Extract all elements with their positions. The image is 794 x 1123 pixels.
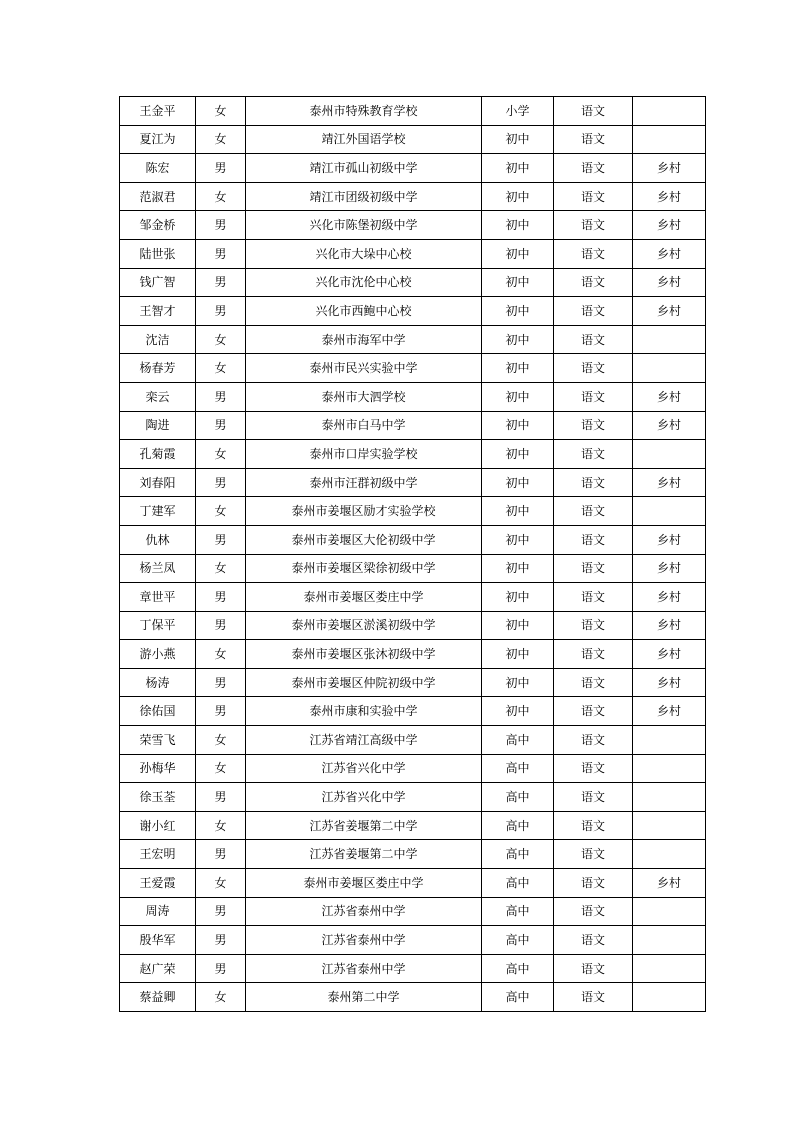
teacher-name-cell: 孔菊霞 xyxy=(120,440,196,469)
area-type-cell: 乡村 xyxy=(633,611,706,640)
school-stage-cell: 初中 xyxy=(482,325,554,354)
table-row xyxy=(120,754,706,783)
subject-cell: 语文 xyxy=(554,468,633,497)
school-cell: 泰州市姜堰区娄庄中学 xyxy=(246,583,482,612)
subject-cell: 语文 xyxy=(554,954,633,983)
gender-cell: 男 xyxy=(196,268,246,297)
school-stage-cell: 初中 xyxy=(482,182,554,211)
subject-cell: 语文 xyxy=(554,783,633,812)
area-type-cell: 乡村 xyxy=(633,583,706,612)
school-cell: 江苏省姜堰第二中学 xyxy=(246,840,482,869)
table-row xyxy=(120,897,706,926)
gender-cell: 女 xyxy=(196,983,246,1012)
gender-cell: 男 xyxy=(196,611,246,640)
gender-cell: 女 xyxy=(196,640,246,669)
subject-cell: 语文 xyxy=(554,983,633,1012)
school-cell: 江苏省兴化中学 xyxy=(246,754,482,783)
area-type-cell xyxy=(633,325,706,354)
school-stage-cell: 初中 xyxy=(482,497,554,526)
area-type-cell xyxy=(633,954,706,983)
school-cell: 江苏省泰州中学 xyxy=(246,954,482,983)
area-type-cell xyxy=(633,726,706,755)
table-row xyxy=(120,411,706,440)
area-type-cell: 乡村 xyxy=(633,211,706,240)
subject-cell: 语文 xyxy=(554,154,633,183)
table-row xyxy=(120,497,706,526)
school-cell: 泰州市康和实验中学 xyxy=(246,697,482,726)
school-stage-cell: 初中 xyxy=(482,468,554,497)
subject-cell: 语文 xyxy=(554,497,633,526)
table-row xyxy=(120,468,706,497)
table-row xyxy=(120,811,706,840)
roster-body xyxy=(120,97,706,1012)
gender-cell: 女 xyxy=(196,554,246,583)
teacher-name-cell: 赵广荣 xyxy=(120,954,196,983)
school-stage-cell: 高中 xyxy=(482,811,554,840)
teacher-name-cell: 范淑君 xyxy=(120,182,196,211)
school-cell: 江苏省姜堰第二中学 xyxy=(246,811,482,840)
school-cell: 兴化市西鲍中心校 xyxy=(246,297,482,326)
school-cell: 泰州第二中学 xyxy=(246,983,482,1012)
gender-cell: 女 xyxy=(196,182,246,211)
teacher-name-cell: 刘春阳 xyxy=(120,468,196,497)
table-row xyxy=(120,869,706,898)
school-stage-cell: 高中 xyxy=(482,897,554,926)
area-type-cell xyxy=(633,983,706,1012)
gender-cell: 男 xyxy=(196,154,246,183)
area-type-cell xyxy=(633,497,706,526)
subject-cell: 语文 xyxy=(554,640,633,669)
teacher-name-cell: 王宏明 xyxy=(120,840,196,869)
teacher-name-cell: 殷华军 xyxy=(120,926,196,955)
school-stage-cell: 高中 xyxy=(482,926,554,955)
table-row xyxy=(120,125,706,154)
school-stage-cell: 初中 xyxy=(482,125,554,154)
gender-cell: 女 xyxy=(196,869,246,898)
gender-cell: 女 xyxy=(196,497,246,526)
gender-cell: 男 xyxy=(196,668,246,697)
teacher-roster-table xyxy=(119,96,706,1012)
school-stage-cell: 初中 xyxy=(482,525,554,554)
teacher-name-cell: 荣雪飞 xyxy=(120,726,196,755)
area-type-cell xyxy=(633,926,706,955)
teacher-name-cell: 王爱霞 xyxy=(120,869,196,898)
teacher-name-cell: 仇林 xyxy=(120,525,196,554)
school-stage-cell: 初中 xyxy=(482,154,554,183)
subject-cell: 语文 xyxy=(554,297,633,326)
school-cell: 江苏省兴化中学 xyxy=(246,783,482,812)
table-row xyxy=(120,325,706,354)
teacher-name-cell: 陈宏 xyxy=(120,154,196,183)
teacher-name-cell: 游小燕 xyxy=(120,640,196,669)
gender-cell: 女 xyxy=(196,811,246,840)
teacher-name-cell: 徐玉荃 xyxy=(120,783,196,812)
teacher-name-cell: 周涛 xyxy=(120,897,196,926)
table-row xyxy=(120,554,706,583)
school-stage-cell: 高中 xyxy=(482,726,554,755)
table-row xyxy=(120,611,706,640)
subject-cell: 语文 xyxy=(554,897,633,926)
subject-cell: 语文 xyxy=(554,926,633,955)
gender-cell: 女 xyxy=(196,726,246,755)
area-type-cell: 乡村 xyxy=(633,411,706,440)
table-row xyxy=(120,440,706,469)
school-cell: 泰州市特殊教育学校 xyxy=(246,97,482,126)
gender-cell: 男 xyxy=(196,468,246,497)
school-stage-cell: 初中 xyxy=(482,583,554,612)
subject-cell: 语文 xyxy=(554,325,633,354)
subject-cell: 语文 xyxy=(554,697,633,726)
school-stage-cell: 初中 xyxy=(482,554,554,583)
teacher-name-cell: 杨涛 xyxy=(120,668,196,697)
gender-cell: 男 xyxy=(196,211,246,240)
area-type-cell xyxy=(633,125,706,154)
gender-cell: 女 xyxy=(196,440,246,469)
school-cell: 泰州市大泗学校 xyxy=(246,382,482,411)
table-row xyxy=(120,268,706,297)
teacher-name-cell: 蔡益卿 xyxy=(120,983,196,1012)
area-type-cell: 乡村 xyxy=(633,525,706,554)
subject-cell: 语文 xyxy=(554,583,633,612)
school-stage-cell: 初中 xyxy=(482,354,554,383)
school-cell: 泰州市口岸实验学校 xyxy=(246,440,482,469)
school-stage-cell: 高中 xyxy=(482,869,554,898)
school-stage-cell: 高中 xyxy=(482,783,554,812)
gender-cell: 女 xyxy=(196,354,246,383)
table-row xyxy=(120,783,706,812)
table-row xyxy=(120,211,706,240)
table-row xyxy=(120,583,706,612)
gender-cell: 女 xyxy=(196,754,246,783)
teacher-name-cell: 邹金桥 xyxy=(120,211,196,240)
school-stage-cell: 初中 xyxy=(482,640,554,669)
school-cell: 兴化市大垛中心校 xyxy=(246,239,482,268)
subject-cell: 语文 xyxy=(554,125,633,154)
table-row xyxy=(120,926,706,955)
school-stage-cell: 初中 xyxy=(482,297,554,326)
area-type-cell: 乡村 xyxy=(633,468,706,497)
school-stage-cell: 高中 xyxy=(482,983,554,1012)
area-type-cell: 乡村 xyxy=(633,668,706,697)
school-stage-cell: 初中 xyxy=(482,440,554,469)
school-stage-cell: 初中 xyxy=(482,211,554,240)
gender-cell: 男 xyxy=(196,897,246,926)
school-cell: 靖江市孤山初级中学 xyxy=(246,154,482,183)
school-cell: 江苏省泰州中学 xyxy=(246,926,482,955)
area-type-cell: 乡村 xyxy=(633,382,706,411)
area-type-cell: 乡村 xyxy=(633,869,706,898)
gender-cell: 男 xyxy=(196,783,246,812)
school-cell: 泰州市民兴实验中学 xyxy=(246,354,482,383)
table-row xyxy=(120,726,706,755)
school-stage-cell: 小学 xyxy=(482,97,554,126)
subject-cell: 语文 xyxy=(554,440,633,469)
table-row xyxy=(120,668,706,697)
subject-cell: 语文 xyxy=(554,869,633,898)
school-cell: 兴化市沈伦中心校 xyxy=(246,268,482,297)
gender-cell: 女 xyxy=(196,125,246,154)
area-type-cell: 乡村 xyxy=(633,697,706,726)
table-row xyxy=(120,840,706,869)
school-stage-cell: 初中 xyxy=(482,382,554,411)
teacher-name-cell: 陶进 xyxy=(120,411,196,440)
school-stage-cell: 初中 xyxy=(482,611,554,640)
area-type-cell xyxy=(633,440,706,469)
school-cell: 泰州市姜堰区张沐初级中学 xyxy=(246,640,482,669)
area-type-cell xyxy=(633,783,706,812)
school-cell: 泰州市姜堰区励才实验学校 xyxy=(246,497,482,526)
subject-cell: 语文 xyxy=(554,382,633,411)
teacher-name-cell: 杨兰凤 xyxy=(120,554,196,583)
teacher-name-cell: 夏江为 xyxy=(120,125,196,154)
subject-cell: 语文 xyxy=(554,840,633,869)
school-stage-cell: 初中 xyxy=(482,697,554,726)
table-row xyxy=(120,354,706,383)
subject-cell: 语文 xyxy=(554,354,633,383)
school-cell: 泰州市白马中学 xyxy=(246,411,482,440)
gender-cell: 男 xyxy=(196,583,246,612)
gender-cell: 女 xyxy=(196,325,246,354)
school-stage-cell: 高中 xyxy=(482,954,554,983)
area-type-cell xyxy=(633,811,706,840)
school-cell: 江苏省泰州中学 xyxy=(246,897,482,926)
area-type-cell xyxy=(633,354,706,383)
area-type-cell xyxy=(633,754,706,783)
teacher-name-cell: 钱广智 xyxy=(120,268,196,297)
area-type-cell xyxy=(633,840,706,869)
subject-cell: 语文 xyxy=(554,525,633,554)
subject-cell: 语文 xyxy=(554,268,633,297)
school-stage-cell: 高中 xyxy=(482,754,554,783)
gender-cell: 男 xyxy=(196,297,246,326)
teacher-name-cell: 徐佑国 xyxy=(120,697,196,726)
subject-cell: 语文 xyxy=(554,554,633,583)
table-row xyxy=(120,97,706,126)
school-cell: 泰州市汪群初级中学 xyxy=(246,468,482,497)
school-cell: 靖江外国语学校 xyxy=(246,125,482,154)
gender-cell: 男 xyxy=(196,840,246,869)
school-stage-cell: 初中 xyxy=(482,268,554,297)
school-cell: 泰州市姜堰区大伦初级中学 xyxy=(246,525,482,554)
table-row xyxy=(120,525,706,554)
area-type-cell: 乡村 xyxy=(633,154,706,183)
area-type-cell: 乡村 xyxy=(633,239,706,268)
school-cell: 泰州市姜堰区梁徐初级中学 xyxy=(246,554,482,583)
school-stage-cell: 初中 xyxy=(482,239,554,268)
gender-cell: 男 xyxy=(196,239,246,268)
school-cell: 兴化市陈堡初级中学 xyxy=(246,211,482,240)
teacher-name-cell: 王智才 xyxy=(120,297,196,326)
table-row xyxy=(120,182,706,211)
teacher-name-cell: 陆世张 xyxy=(120,239,196,268)
teacher-name-cell: 杨春芳 xyxy=(120,354,196,383)
school-stage-cell: 初中 xyxy=(482,668,554,697)
subject-cell: 语文 xyxy=(554,182,633,211)
table-row xyxy=(120,954,706,983)
teacher-name-cell: 章世平 xyxy=(120,583,196,612)
area-type-cell: 乡村 xyxy=(633,640,706,669)
teacher-name-cell: 孙梅华 xyxy=(120,754,196,783)
area-type-cell xyxy=(633,97,706,126)
school-stage-cell: 高中 xyxy=(482,840,554,869)
school-cell: 靖江市团级初级中学 xyxy=(246,182,482,211)
table-row xyxy=(120,297,706,326)
table-row xyxy=(120,382,706,411)
subject-cell: 语文 xyxy=(554,211,633,240)
subject-cell: 语文 xyxy=(554,239,633,268)
table-row xyxy=(120,697,706,726)
gender-cell: 男 xyxy=(196,926,246,955)
gender-cell: 男 xyxy=(196,525,246,554)
table-row xyxy=(120,239,706,268)
gender-cell: 女 xyxy=(196,97,246,126)
gender-cell: 男 xyxy=(196,697,246,726)
subject-cell: 语文 xyxy=(554,754,633,783)
teacher-name-cell: 丁建军 xyxy=(120,497,196,526)
subject-cell: 语文 xyxy=(554,97,633,126)
school-cell: 泰州市姜堰区娄庄中学 xyxy=(246,869,482,898)
area-type-cell: 乡村 xyxy=(633,297,706,326)
teacher-name-cell: 王金平 xyxy=(120,97,196,126)
gender-cell: 男 xyxy=(196,382,246,411)
table-row xyxy=(120,154,706,183)
school-cell: 泰州市海军中学 xyxy=(246,325,482,354)
school-cell: 江苏省靖江高级中学 xyxy=(246,726,482,755)
subject-cell: 语文 xyxy=(554,668,633,697)
table-row xyxy=(120,983,706,1012)
teacher-name-cell: 栾云 xyxy=(120,382,196,411)
gender-cell: 男 xyxy=(196,954,246,983)
school-cell: 泰州市姜堰区淤溪初级中学 xyxy=(246,611,482,640)
teacher-name-cell: 谢小红 xyxy=(120,811,196,840)
gender-cell: 男 xyxy=(196,411,246,440)
school-stage-cell: 初中 xyxy=(482,411,554,440)
school-cell: 泰州市姜堰区仲院初级中学 xyxy=(246,668,482,697)
teacher-name-cell: 丁保平 xyxy=(120,611,196,640)
table-row xyxy=(120,640,706,669)
area-type-cell: 乡村 xyxy=(633,554,706,583)
subject-cell: 语文 xyxy=(554,811,633,840)
subject-cell: 语文 xyxy=(554,411,633,440)
subject-cell: 语文 xyxy=(554,726,633,755)
area-type-cell: 乡村 xyxy=(633,268,706,297)
area-type-cell xyxy=(633,897,706,926)
area-type-cell: 乡村 xyxy=(633,182,706,211)
teacher-name-cell: 沈洁 xyxy=(120,325,196,354)
subject-cell: 语文 xyxy=(554,611,633,640)
